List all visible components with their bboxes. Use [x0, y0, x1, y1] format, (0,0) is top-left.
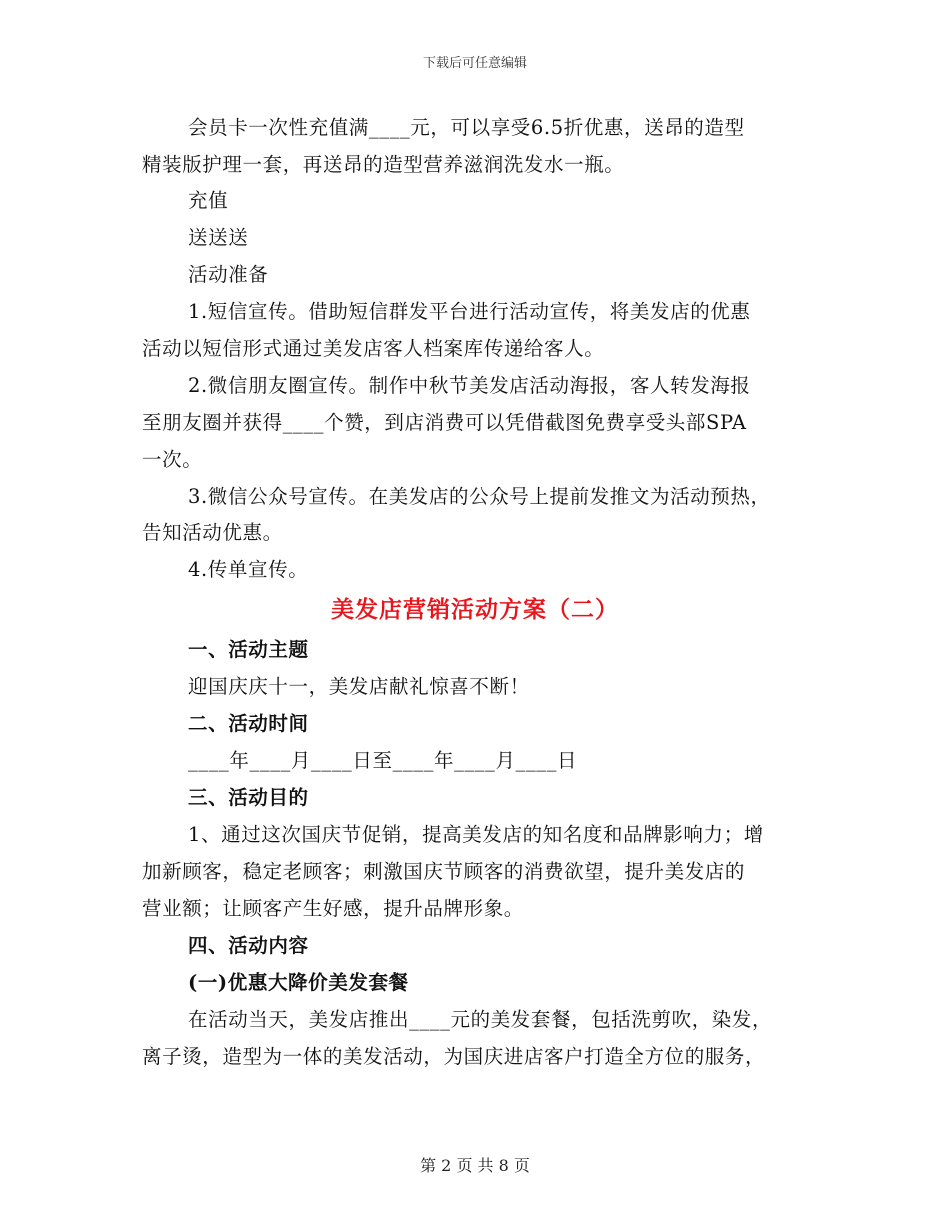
paragraph-line: 营业额；让顾客产生好感，提升品牌形象。 [142, 897, 524, 920]
paragraph-line: ____年____月____日至____年____月____日 [188, 749, 578, 772]
paragraph-line: 至朋友圈并获得____个赞，到店消费可以凭借截图免费享受头部SPA [142, 411, 747, 434]
paragraph-line: 活动准备 [188, 263, 269, 286]
section-heading: 四、活动内容 [188, 934, 309, 957]
paragraph-line: 告知活动优惠。 [142, 521, 283, 544]
subsection-heading: (一)优惠大降价美发套餐 [188, 971, 409, 994]
paragraph-line: 精装版护理一套，再送昂的造型营养滋润洗发水一瓶。 [142, 153, 625, 176]
page-footer: 第 2 页 共 8 页 [420, 1156, 530, 1175]
paragraph-line: 2.微信朋友圈宣传。制作中秋节美发店活动海报，客人转发海报 [188, 374, 751, 397]
section-heading: 一、活动主题 [188, 638, 309, 661]
paragraph-line: 一次。 [142, 448, 203, 471]
section-title: 美发店营销活动方案（二） [331, 596, 619, 623]
paragraph-line: 加新顾客，稳定老顾客；刺激国庆节顾客的消费欲望，提升美发店的 [142, 860, 746, 883]
paragraph-line: 1、通过这次国庆节促销，提高美发店的知名度和品牌影响力；增 [188, 823, 764, 846]
page-header: 下载后可任意编辑 [422, 56, 527, 71]
paragraph-line: 会员卡一次性充值满____元，可以享受6.5折优惠，送昂的造型 [188, 116, 745, 139]
paragraph-line: 1.短信宣传。借助短信群发平台进行活动宣传，将美发店的优惠 [188, 300, 751, 323]
paragraph-line: 送送送 [188, 226, 249, 249]
paragraph-line: 4.传单宣传。 [188, 558, 309, 581]
section-heading: 二、活动时间 [188, 712, 309, 735]
paragraph-line: 3.微信公众号宣传。在美发店的公众号上提前发推文为活动预热， [188, 485, 771, 508]
section-heading: 三、活动目的 [188, 786, 309, 809]
paragraph-line: 充值 [188, 189, 229, 212]
paragraph-line: 离子烫，造型为一体的美发活动，为国庆进店客户打造全方位的服务， [142, 1045, 766, 1068]
paragraph-line: 在活动当天，美发店推出____元的美发套餐，包括洗剪吹，染发， [188, 1008, 773, 1031]
paragraph-line: 活动以短信形式通过美发店客人档案库传递给客人。 [142, 337, 605, 360]
paragraph-line: 迎国庆庆十一，美发店献礼惊喜不断！ [188, 675, 530, 698]
